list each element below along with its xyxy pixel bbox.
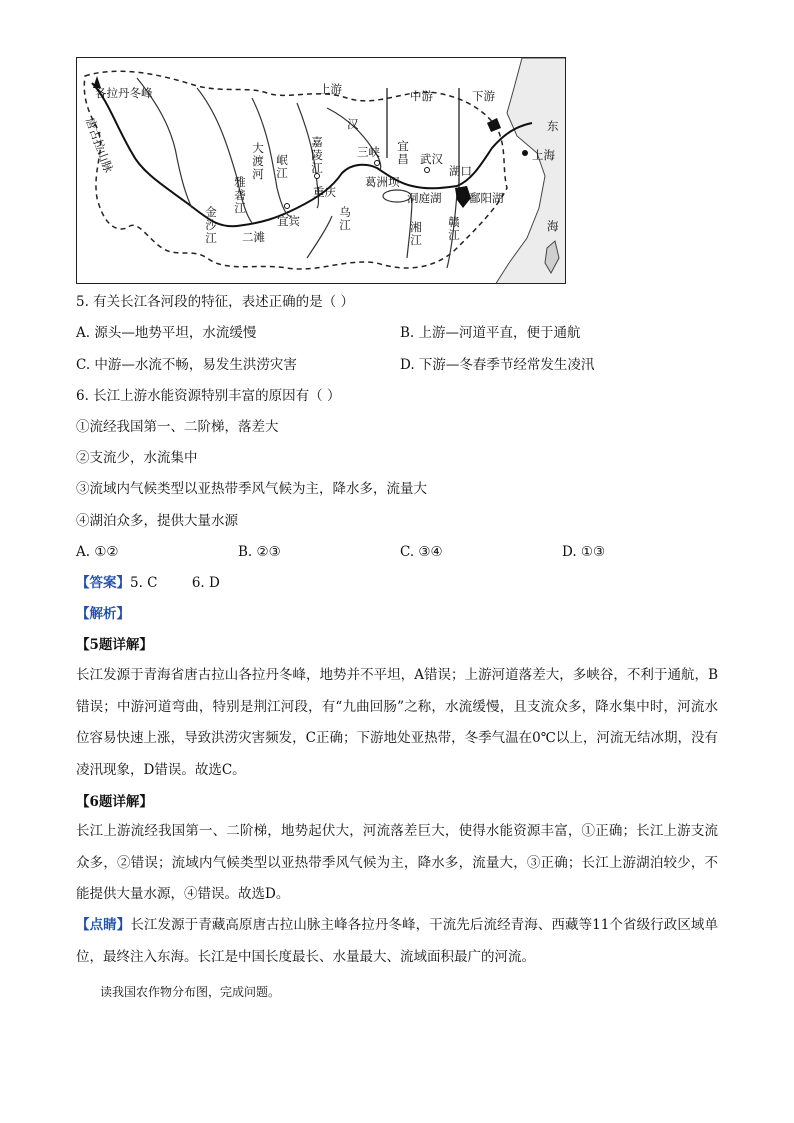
- detail6-text: 长江上游流经我国第一、二阶梯，地势起伏大，河流落差巨大，使得水能资源丰富，①正确；长江上游支流众多，②错误；流域内气候类型以亚热带季风气候为主，降水多，流量大，③正确；长江上游湖泊较少，不能提供大量水源，④错误。故选D。: [76, 823, 718, 902]
- map-label-poyanghu: 鄱阳湖: [469, 191, 504, 205]
- answer-tag: 【答案】: [76, 575, 130, 591]
- q5-option-d[interactable]: D. 下游—冬春季节经常发生凌汛: [400, 357, 595, 373]
- answer-line: [76, 574, 220, 592]
- detail5-text: 长江发源于青海省唐古拉山各拉丹冬峰，地势并不平坦，A错误；上游河道落差大，多峡谷，不利于通航，B错误；中游河道弯曲，特别是荆江河段，有“九曲回肠”之称，水流缓慢，且支流众多，降水集中时，河流水位容易快速上涨，导致洪涝灾害频发，C正确；下游地处亚热带，冬季气温在0℃以上，河流无结冰期，没有凌汛现象，D错误。故选C。: [76, 667, 718, 778]
- detail5-tag: 【5题详解】: [76, 637, 153, 653]
- map-label-ganjiang: 赣江: [448, 215, 460, 242]
- map-label-shanghai: 上海: [532, 148, 555, 162]
- map-label-jialingjiang: 嘉陵江: [311, 135, 323, 175]
- map-label-xiangjiang: 湘江: [410, 220, 422, 247]
- q5-stem: 5. 有关长江各河段的特征，表述正确的是（ ）: [76, 294, 354, 310]
- q6-statement-2: ②支流少，水流集中: [76, 450, 198, 466]
- q5-option-c[interactable]: C. 中游—水流不畅，易发生洪涝灾害: [76, 357, 297, 373]
- q6-stem: 6. 长江上游水能资源特别丰富的原因有（ ）: [76, 388, 341, 404]
- map-label-source-peak: 各拉丹冬峰: [95, 86, 153, 100]
- map-label-wujiang: 乌江: [339, 205, 351, 232]
- q6-option-d[interactable]: D. ①③: [562, 544, 606, 560]
- map-label-minjiang: 岷江: [276, 153, 288, 180]
- q6-statement-4: ④湖泊众多，提供大量水源: [76, 513, 238, 529]
- map-label-hukou: 湖口: [449, 164, 472, 178]
- answer-text: 5. C 6. D: [130, 575, 220, 591]
- highlight-tag: 【点睛】: [76, 917, 131, 933]
- map-label-gezhouba: 葛洲坝: [365, 175, 400, 189]
- next-question-prompt: 读我国农作物分布图，完成问题。: [100, 985, 281, 999]
- map-label-jinshajiang: 金沙江: [205, 205, 217, 245]
- map-label-hai: 海: [547, 219, 559, 233]
- map-label-wuhan: 武汉: [420, 152, 443, 166]
- map-label-dongtinghu: 洞庭湖: [407, 191, 442, 205]
- q6-option-c[interactable]: C. ③④: [400, 544, 443, 560]
- map-label-mountain: 唐古拉山脉: [82, 115, 116, 175]
- map-label-yichang: 宜昌: [397, 139, 409, 166]
- q5-option-b[interactable]: B. 上游—河道平直，便于通航: [400, 325, 581, 341]
- q6-statement-3: ③流域内气候类型以亚热带季风气候为主，降水多，流量大: [76, 481, 427, 497]
- map-label-yalongjiang: 雅砻江: [234, 175, 246, 215]
- highlight-paragraph: [76, 910, 718, 973]
- yangtze-river-map: [76, 57, 566, 284]
- map-label-dong: 东: [547, 119, 559, 133]
- q6-option-a[interactable]: A. ①②: [76, 544, 119, 560]
- map-label-lower: 下游: [472, 89, 495, 103]
- map-label-daduhe: 大渡河: [252, 141, 264, 181]
- map-label-middle: 中游: [410, 89, 433, 103]
- map-label-yibin: 宜宾: [277, 214, 300, 228]
- q5-option-a[interactable]: A. 源头—地势平坦，水流缓慢: [76, 325, 257, 341]
- highlight-text: 长江发源于青藏高原唐古拉山脉主峰各拉丹冬峰，干流先后流经青海、西藏等11个省级行政区域单位，最终注入东海。长江是中国长度最长、水量最大、流域面积最广的河流。: [76, 917, 719, 965]
- analysis-tag: 【解析】: [76, 606, 130, 622]
- map-label-han: 汉: [347, 117, 359, 131]
- map-label-sanxia: 三峡: [357, 145, 380, 159]
- q6-statement-1: ①流经我国第一、二阶梯，落差大: [76, 419, 279, 435]
- map-label-upper: 上游: [319, 82, 342, 96]
- detail6-tag: 【6题详解】: [76, 794, 153, 810]
- q6-option-b[interactable]: B. ②③: [238, 544, 281, 560]
- map-label-ertan: 二滩: [242, 230, 265, 244]
- map-label-chongqing: 重庆: [313, 185, 336, 199]
